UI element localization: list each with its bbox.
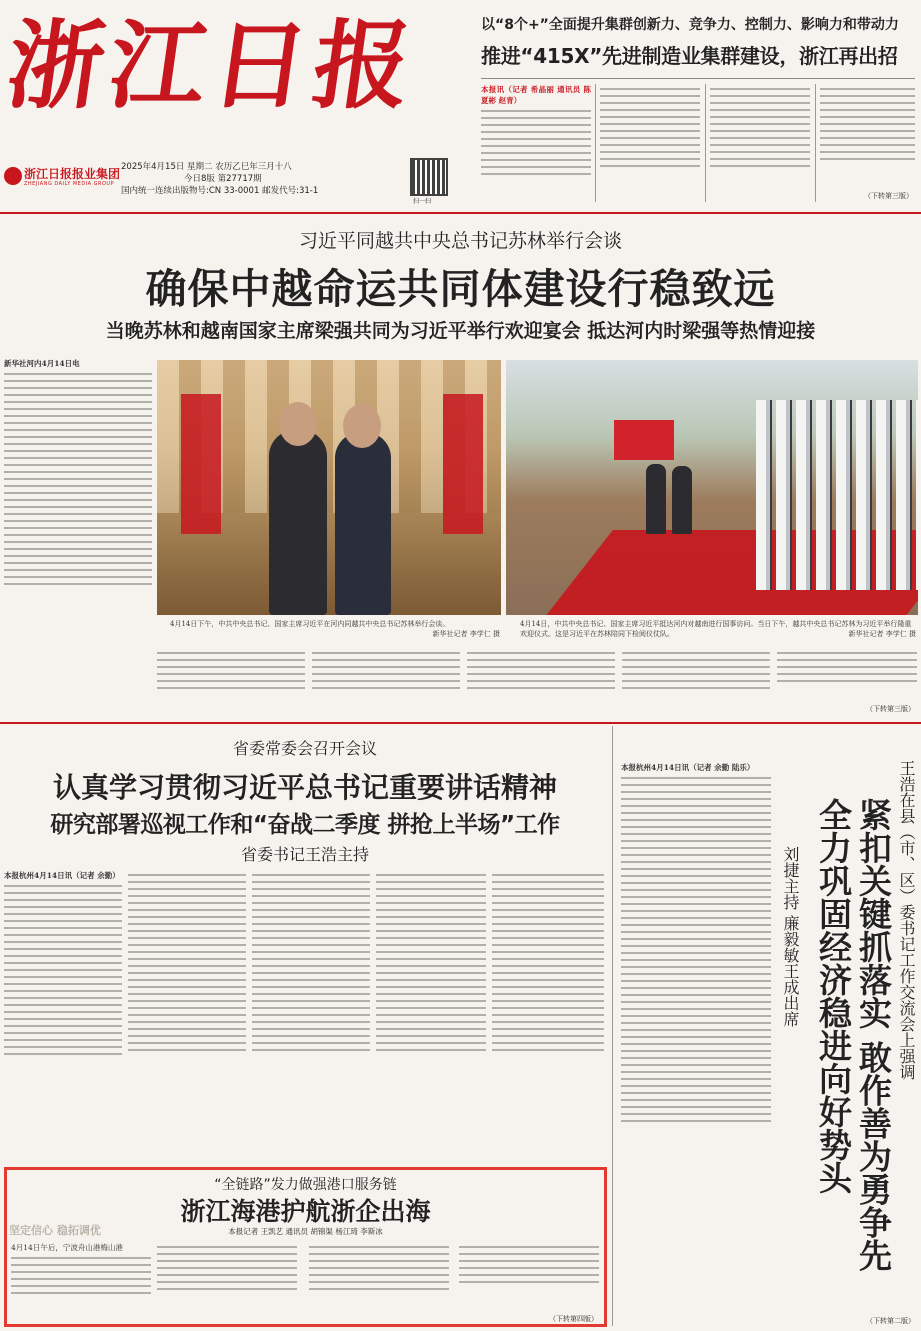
- lead-col-2: [157, 648, 305, 713]
- lead-kicker[interactable]: 习近平同越共中央总书记苏林举行会谈: [298, 230, 622, 252]
- meeting-col-1: [4, 870, 122, 1160]
- issue-line: 今日8版 第27717期: [184, 174, 262, 184]
- photo-1-caption: 4月14日下午，中共中央总书记、国家主席习近平在河内同越共中央总书记苏林举行会谈。 新华社记者 李学仁 摄: [170, 620, 500, 638]
- lead-photo-1[interactable]: [157, 360, 501, 615]
- flag-icon: [614, 420, 674, 460]
- flag-icon: [181, 394, 221, 534]
- photo-2-credit: 新华社记者 李学仁 摄: [848, 630, 916, 638]
- side-headline-b1[interactable]: 紧扣关键抓落实 敢作善为勇争先: [854, 798, 893, 1272]
- top-story-byline: 本报讯（记者 希晶丽 通讯员 陈夏彬 赵青）: [481, 85, 591, 105]
- group-name: 浙江日报报业集团: [24, 167, 121, 181]
- lead-col-3: [312, 648, 460, 713]
- top-story-continued[interactable]: （下转第三版）: [864, 192, 913, 200]
- port-kicker[interactable]: “全链路”发力做强港口服务链: [214, 1177, 397, 1193]
- port-col-1: [11, 1242, 151, 1326]
- port-headline[interactable]: 浙江海港护航浙企出海: [180, 1197, 431, 1226]
- port-col-2: [157, 1242, 297, 1326]
- top-story-headline[interactable]: 推进“415X”先进制造业集群建设，浙江再出招: [481, 44, 898, 68]
- lead-col-6: [777, 648, 917, 698]
- lead-col-5: [622, 648, 770, 713]
- qr-code[interactable]: [410, 158, 448, 196]
- top-story: [475, 10, 915, 215]
- port-tag[interactable]: 坚定信心 稳拓调优: [9, 1224, 101, 1237]
- photo-2-caption: 4月14日，中共中央总书记、国家主席习近平抵达河内对越南进行国事访问。当日下午，越共中央总书记苏林为习近平举行隆重欢迎仪式。这是习近平在苏林陪同下检阅仪仗队。 新华社记者 李学仁 摄: [520, 620, 916, 638]
- meeting-story: [0, 726, 610, 1166]
- meeting-dateline: 本报杭州4月14日讯（记者 余勤）: [4, 871, 120, 880]
- lead-dateline: 新华社河内4月14日电: [4, 359, 80, 368]
- lead-continued[interactable]: （下转第三版）: [866, 705, 915, 713]
- side-continued[interactable]: （下转第二版）: [866, 1317, 915, 1325]
- meeting-col-2: [128, 870, 246, 1160]
- lead-col-left: [4, 358, 152, 716]
- side-dateline: 本报杭州4月14日讯（记者 余勤 陆乐）: [621, 763, 755, 772]
- qr-label: 扫一扫: [413, 198, 432, 205]
- person-figure: [269, 430, 327, 615]
- date-line: 2025年4月15日 星期二 农历乙巳年三月十八: [121, 162, 292, 172]
- side-headline-a[interactable]: 王浩在县（市、区）委书记工作交流会上强调: [897, 760, 916, 1080]
- masthead-title: 浙江日报: [0, 9, 425, 122]
- side-story: [615, 726, 921, 1326]
- lead-story: [0, 216, 921, 716]
- side-headline-c[interactable]: 刘捷主持 廉毅敏王成出席: [781, 846, 800, 1028]
- lead-rule: [0, 722, 921, 724]
- group-name-en: ZHEJIANG DAILY MEDIA GROUP: [24, 181, 115, 187]
- port-byline: 本报记者 王凯艺 通讯员 胡锦渠 杨江琦 李斯冰: [228, 1227, 383, 1236]
- port-story: [4, 1167, 607, 1327]
- flag-icon: [443, 394, 483, 534]
- side-col-2: [621, 1322, 622, 1323]
- meeting-col-3: [252, 870, 370, 1160]
- person-figure: [335, 432, 391, 615]
- meeting-kicker[interactable]: 省委常委会召开会议: [232, 739, 377, 758]
- meeting-subhead[interactable]: 省委书记王浩主持: [240, 845, 369, 864]
- lead-col-4: [467, 648, 615, 713]
- cn-line: 国内统一连续出版物号:CN 33-0001 邮发代号:31-1: [121, 186, 319, 196]
- top-story-col-2: [600, 84, 700, 202]
- port-dateline: 4月14日午后，宁波舟山港梅山港: [11, 1243, 123, 1252]
- meeting-col-5: [492, 870, 604, 1160]
- lead-subhead[interactable]: 当晚苏林和越南国家主席梁强共同为习近平举行欢迎宴会 抵达河内时梁强等热情迎接: [105, 320, 816, 342]
- top-story-kicker[interactable]: 以“8个+”全面提升集群创新力、竞争力、控制力、影响力和带动力: [481, 17, 899, 33]
- person-figure: [672, 466, 692, 534]
- port-col-4: [459, 1242, 599, 1318]
- person-figure: [646, 464, 666, 534]
- meeting-headline-2[interactable]: 研究部署巡视工作和“奋战二季度 拼抢上半场”工作: [50, 812, 560, 838]
- top-story-col-3: [710, 84, 810, 202]
- group-logo: [4, 167, 22, 185]
- masthead-rule: [0, 212, 921, 214]
- meeting-col-4: [376, 870, 486, 1160]
- lead-headline[interactable]: 确保中越命运共同体建设行稳致远: [145, 265, 776, 313]
- meeting-headline-1[interactable]: 认真学习贯彻习近平总书记重要讲话精神: [52, 771, 557, 804]
- port-col-3: [309, 1242, 449, 1326]
- photo-1-credit: 新华社记者 李学仁 摄: [432, 630, 500, 638]
- side-col-1: [621, 762, 771, 1322]
- port-continued[interactable]: （下转第四版）: [549, 1315, 598, 1323]
- top-story-rule: [481, 78, 915, 79]
- honor-guard: [756, 400, 918, 590]
- side-headline-b2[interactable]: 全力巩固经济稳进向好势头: [814, 798, 853, 1194]
- top-story-col-4: [820, 84, 915, 192]
- lead-photo-2[interactable]: [506, 360, 918, 615]
- top-story-col-1: [481, 84, 591, 202]
